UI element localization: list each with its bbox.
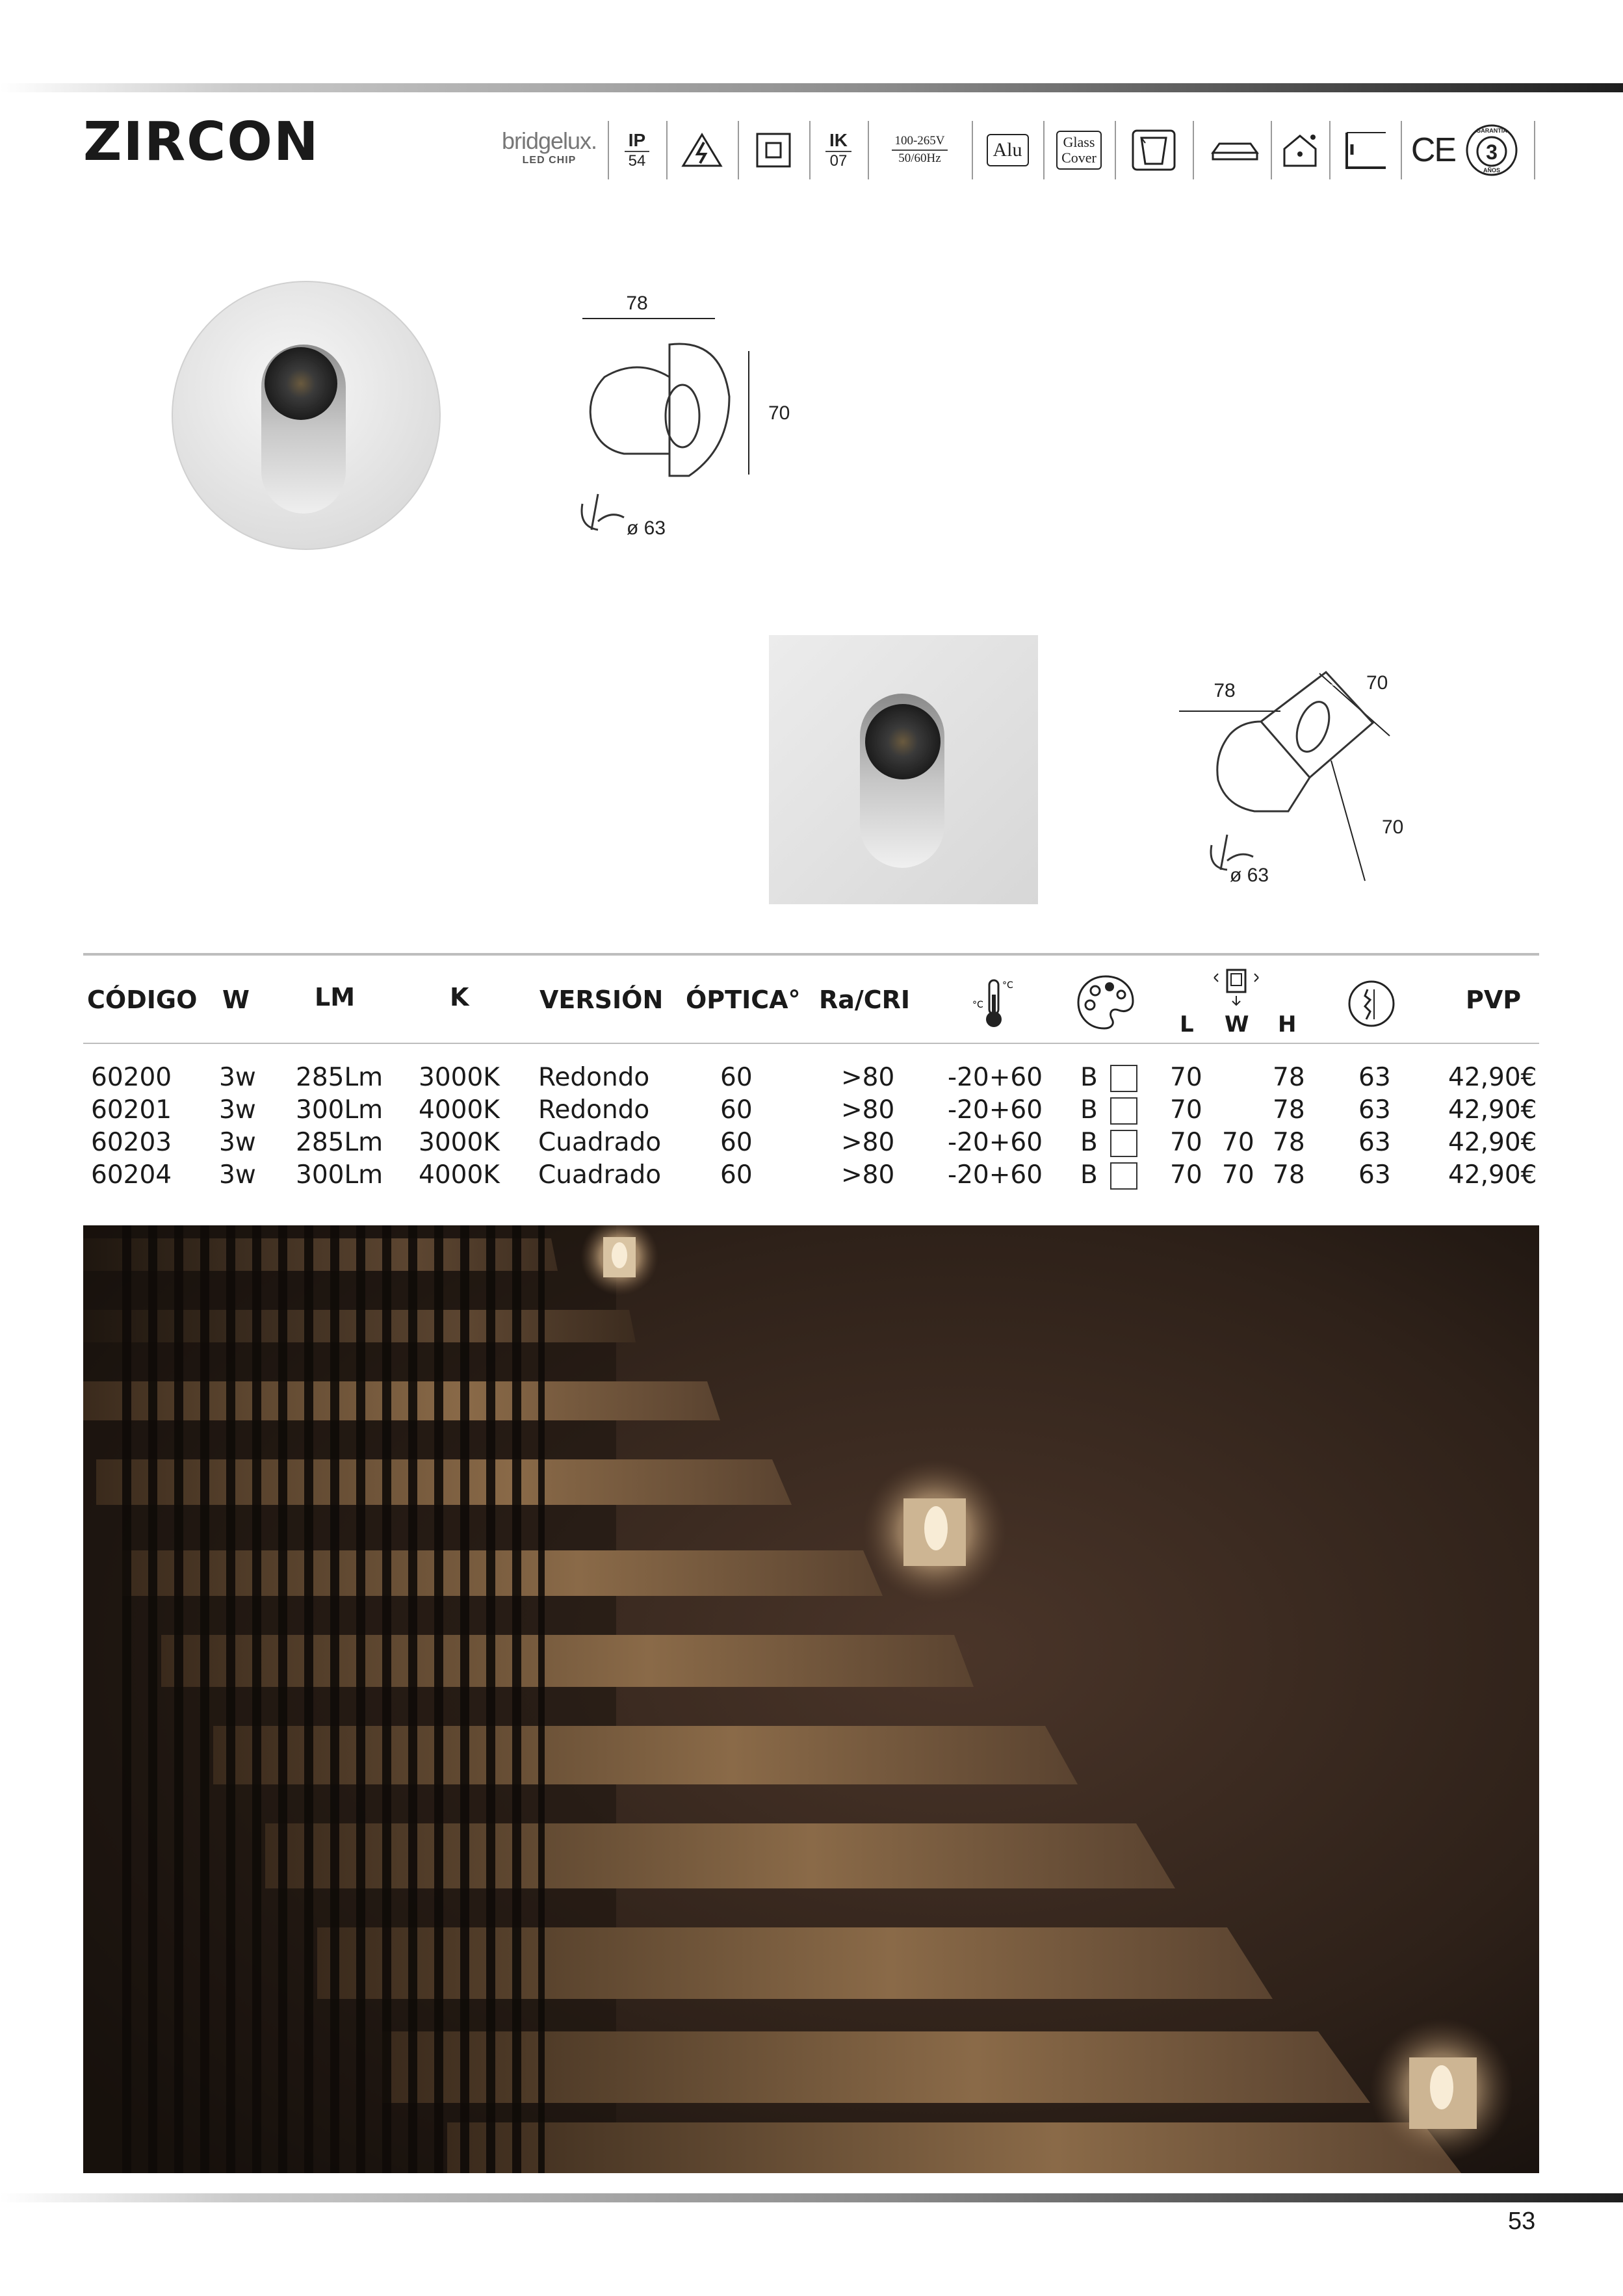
col-header-cri: Ra/CRI (819, 985, 911, 1014)
color-palette-icon (1076, 972, 1136, 1034)
dim-width-label: 78 (626, 293, 648, 314)
glass-cover-icon: Glass Cover (1050, 121, 1108, 179)
brand-sub: LED CHIP (522, 155, 577, 166)
staircase-ambient-photo (83, 1225, 1539, 2173)
footer-gradient-bar (0, 2193, 1623, 2202)
color-swatch (1110, 1162, 1137, 1190)
divider (1401, 121, 1402, 179)
voltage-icon: 100-265V 50/60Hz (874, 121, 965, 179)
col-header-h: H (1278, 1011, 1297, 1037)
col-header-w2: W (1225, 1011, 1249, 1037)
product-title: ZIRCON (83, 111, 320, 173)
divider (809, 121, 811, 179)
divider (1329, 121, 1331, 179)
color-swatch (1110, 1130, 1137, 1157)
electrical-hazard-icon (673, 121, 731, 179)
col-header-code: CÓDIGO (87, 985, 198, 1014)
warranty-bottom-text: AÑOS (1483, 167, 1501, 174)
col-header-version: VERSIÓN (539, 985, 664, 1014)
ip-rating-icon: $\frac{IP}{54}$ (614, 121, 660, 179)
dim-width-label: 78 (1214, 680, 1236, 701)
recessed-box-icon (1121, 121, 1186, 179)
col-header-lm: LM (315, 983, 356, 1011)
warranty-top-text: GARANTIA (1476, 127, 1507, 134)
aluminium-material-icon: Alu (978, 121, 1037, 179)
round-light-photo (170, 280, 442, 551)
col-header-w: W (222, 985, 250, 1014)
svg-text:°C: °C (1002, 980, 1013, 991)
warranty-badge-icon (1462, 121, 1521, 179)
dim-top-label: 70 (1366, 672, 1388, 694)
bridgelux-logo (494, 127, 604, 166)
divider (868, 121, 869, 179)
divider (666, 121, 668, 179)
cutout-icon (1345, 979, 1397, 1031)
dim-cutout-label: ø 63 (627, 517, 666, 539)
table-top-rule (83, 953, 1539, 956)
divider (1193, 121, 1194, 179)
col-header-pvp: PVP (1466, 985, 1522, 1014)
square-dimension-drawing (1170, 663, 1443, 900)
divider (738, 121, 739, 179)
brand-name: bridgelux. (501, 127, 597, 154)
divider (1271, 121, 1272, 179)
wall-mount-icon (1336, 121, 1394, 179)
temperature-icon (968, 975, 1020, 1032)
color-swatch (1110, 1097, 1137, 1125)
square-light-photo (769, 635, 1038, 904)
col-header-k: K (450, 983, 469, 1011)
ik-rating-icon: $\frac{IK}{07}$ (816, 121, 861, 179)
ce-mark-icon: CE (1410, 131, 1456, 169)
svg-text:°C: °C (972, 1000, 983, 1010)
col-header-optic: ÓPTICA° (686, 985, 801, 1014)
divider (1115, 121, 1116, 179)
table-header-rule (83, 1043, 1539, 1044)
indoor-use-icon (1277, 121, 1323, 179)
dim-cutout-label: ø 63 (1230, 865, 1269, 886)
dim-right-label: 70 (1382, 816, 1404, 838)
col-header-l: L (1180, 1011, 1194, 1037)
dim-height-label: 70 (768, 402, 790, 424)
divider (608, 121, 609, 179)
divider (1043, 121, 1045, 179)
color-swatch (1110, 1065, 1137, 1092)
divider (972, 121, 973, 179)
dimensions-icon (1209, 963, 1264, 1011)
round-dimension-drawing (559, 286, 832, 555)
class-ii-icon (744, 121, 803, 179)
header-gradient-bar (0, 83, 1623, 92)
page-number: 53 (1508, 2208, 1536, 2235)
recessed-install-icon (1199, 121, 1271, 179)
divider (1534, 121, 1535, 179)
warranty-number: 3 (1486, 140, 1498, 164)
